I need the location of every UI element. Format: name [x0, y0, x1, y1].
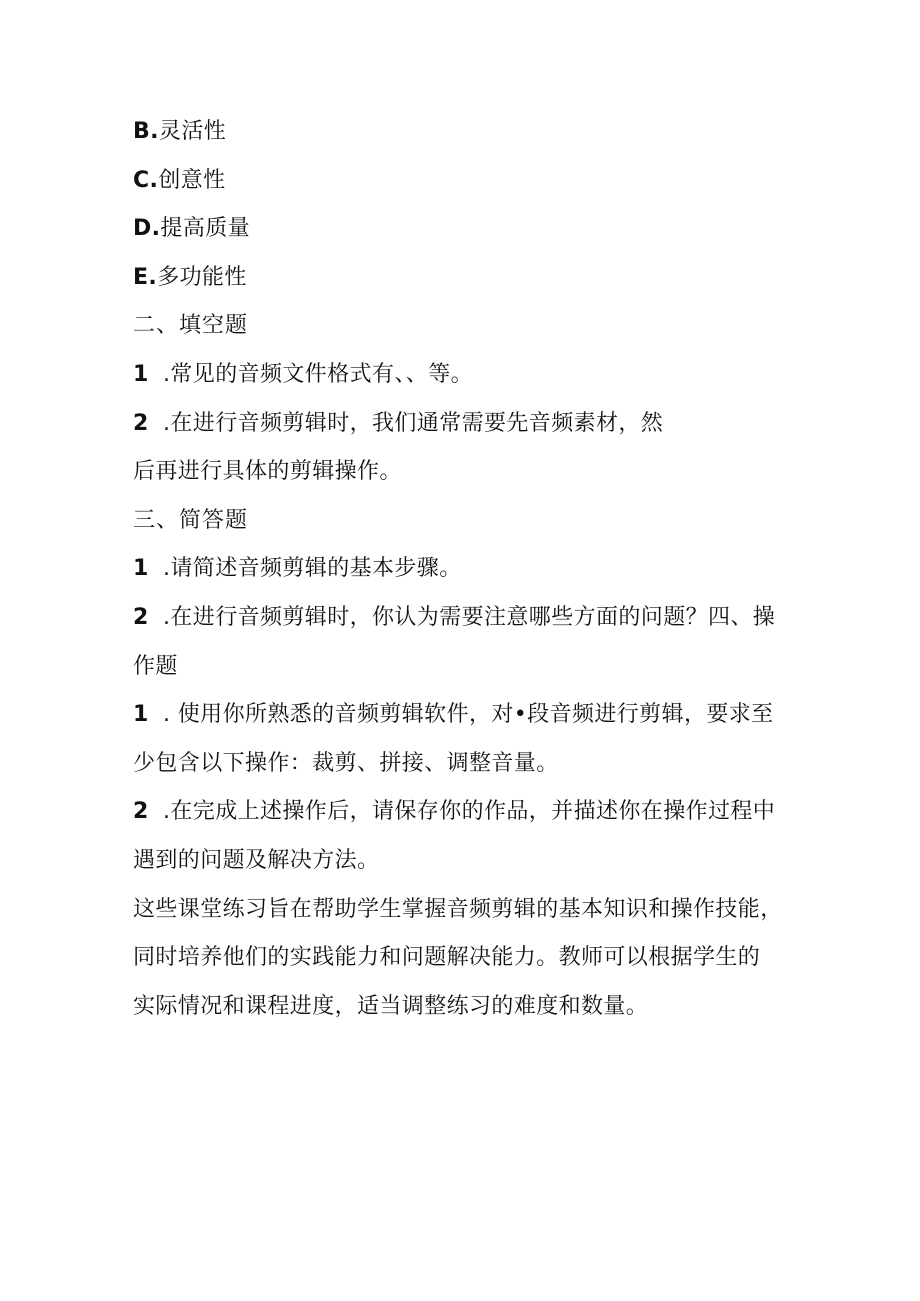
question-item [133, 545, 803, 594]
question-item [133, 594, 803, 643]
question-number: 1 [133, 702, 149, 728]
question-number: 1 [133, 361, 149, 387]
option-b [133, 108, 803, 157]
question-number: 2 [133, 604, 149, 630]
question-continuation: 后再进行具体的剪辑操作。 [133, 459, 402, 485]
question-continuation: 遇到的问题及解决方法。 [133, 847, 380, 873]
option-letter: C. [133, 167, 159, 193]
section-heading-fill-blank: 二、填空题 [133, 313, 249, 339]
question-number: 2 [133, 410, 149, 436]
option-text: 灵活性 [158, 119, 227, 144]
option-text: 多功能性 [157, 264, 247, 290]
question-text: .在完成上述操作后，请保存你的作品，并描述你在操作过程中 [163, 799, 776, 825]
option-e [133, 254, 803, 303]
section-heading-short-answer: 三、简答题 [133, 507, 249, 533]
document-page [133, 108, 803, 1031]
question-item [133, 788, 803, 837]
closing-paragraph-line: 这些课堂练习旨在帮助学生掌握音频剪辑的基本知识和操作技能， [133, 896, 783, 922]
question-continuation: 少包含以下操作：裁剪、拼接、调整音量。 [133, 750, 559, 776]
option-letter: B. [133, 119, 159, 144]
question-continuation: 作题 [133, 653, 178, 679]
question-number: 1 [133, 556, 149, 582]
question-item [133, 351, 803, 400]
question-text: .在进行音频剪辑时，我们通常需要先音频素材，然 [163, 410, 664, 436]
option-text: 提高质量 [160, 216, 251, 242]
question-number: 2 [133, 799, 149, 825]
option-text: 创意性 [158, 167, 226, 193]
question-text: .请简述音频剪辑的基本步骤。 [163, 556, 462, 582]
option-d [133, 205, 803, 254]
question-item [133, 691, 803, 740]
option-c [133, 157, 803, 206]
option-letter: E. [133, 264, 158, 290]
closing-paragraph-line: 同时培养他们的实践能力和问题解决能力。教师可以根据学生的 [133, 945, 761, 971]
question-text: . 使用你所熟悉的音频剪辑软件，对•段音频进行剪辑，要求至 [163, 702, 774, 728]
option-letter: D. [133, 216, 161, 242]
question-text: .在进行音频剪辑时，你认为需要注意哪些方面的问题？四、操 [163, 604, 776, 630]
closing-paragraph-line: 实际情况和课程进度，适当调整练习的难度和数量。 [133, 993, 649, 1019]
question-text: .常见的音频文件格式有、、等。 [163, 361, 473, 387]
question-item [133, 400, 803, 449]
